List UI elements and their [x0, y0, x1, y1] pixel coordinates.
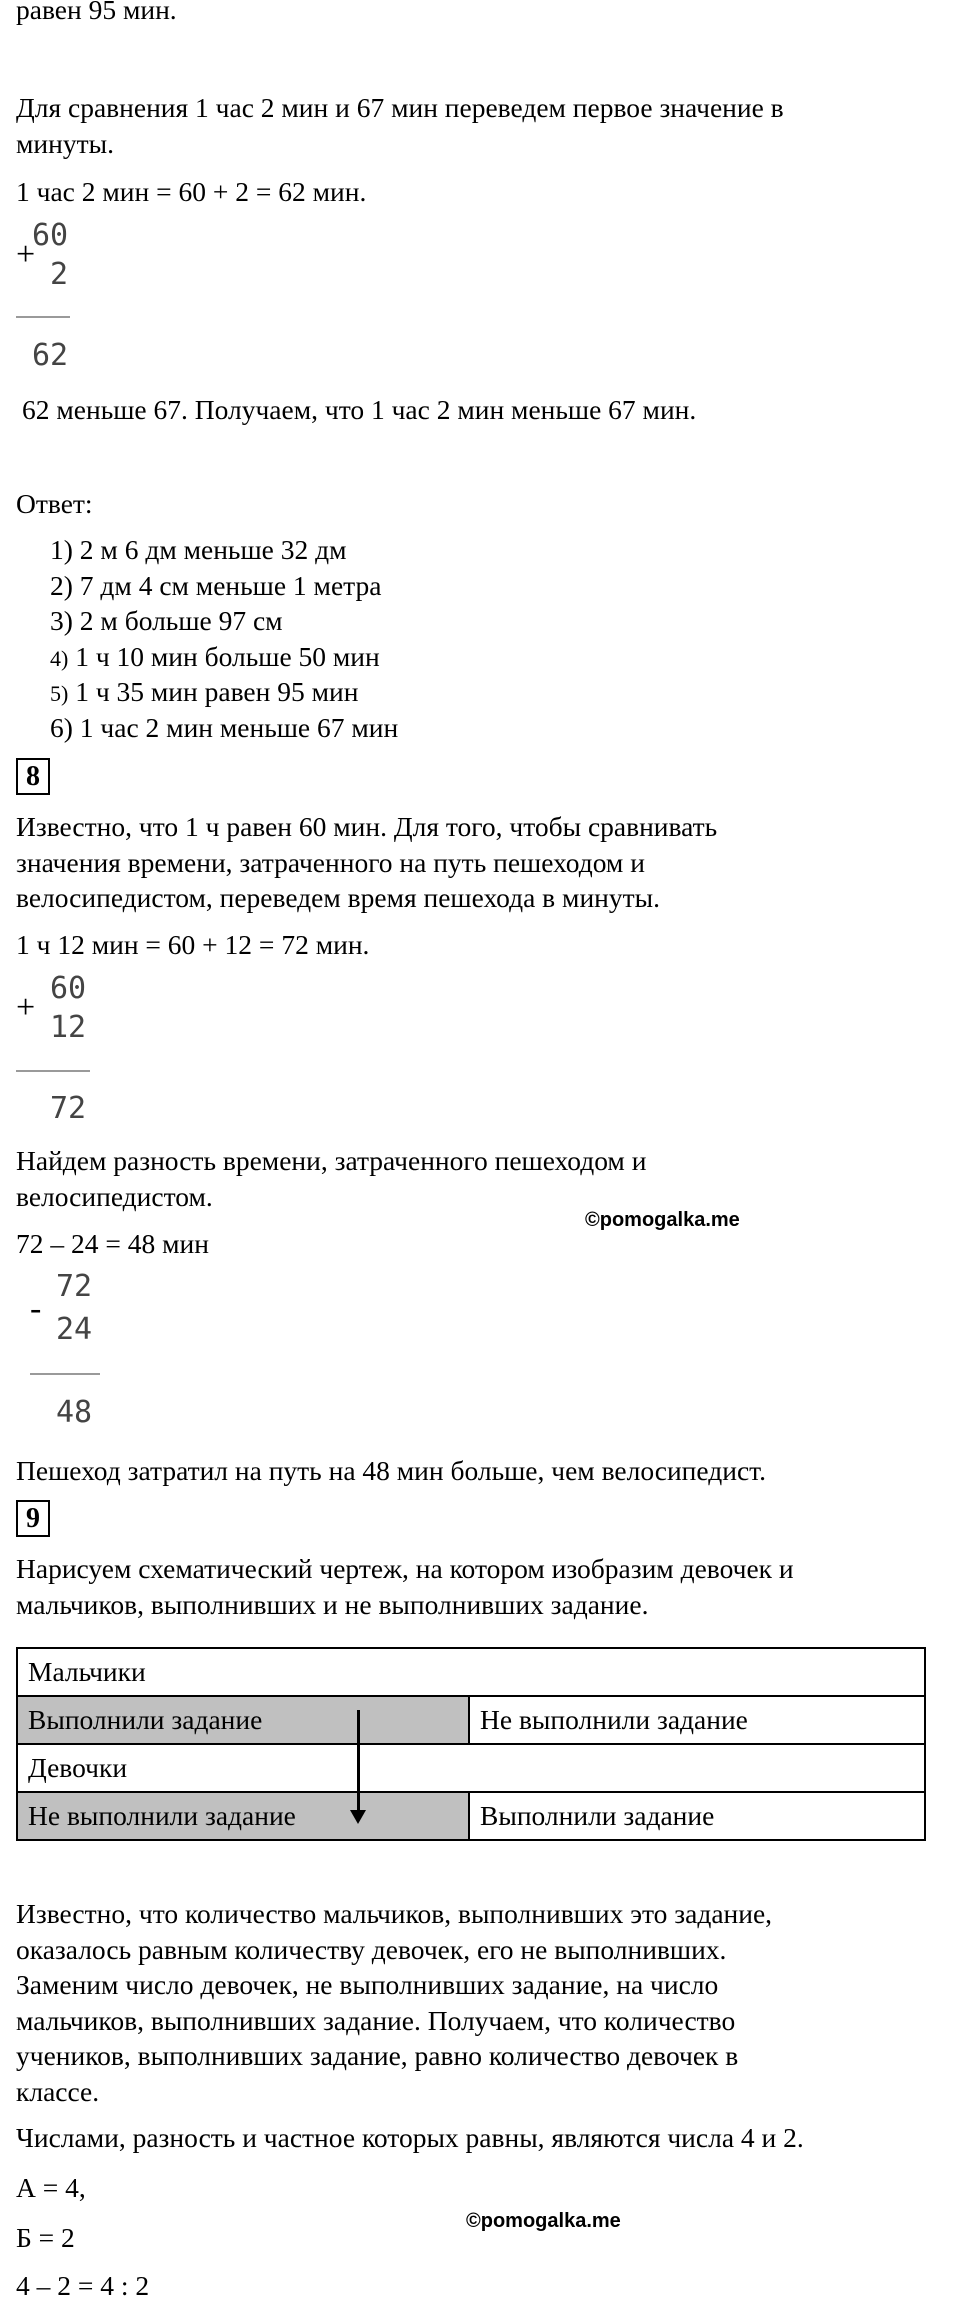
- watermark: ©pomogalka.me: [466, 2210, 621, 2232]
- text-line: велосипедистом, переведем время пешехода в минуты.: [16, 882, 660, 913]
- list-number: 2): [50, 570, 73, 601]
- list-number: 3): [50, 605, 73, 636]
- equation: 1 ч 12 мин = 60 + 12 = 72 мин.: [16, 929, 370, 960]
- column-operand: 60: [32, 218, 69, 253]
- column-result: 48: [56, 1395, 93, 1430]
- text-line: мальчиков, выполнивших и не выполнивших задание.: [16, 1589, 649, 1620]
- minus-sign: -: [30, 1290, 42, 1327]
- text-line: равен 95 мин.: [16, 0, 177, 25]
- column-operand: 2: [50, 257, 69, 292]
- text-line: значения времени, затраченного на путь пешеходом и: [16, 847, 645, 878]
- list-item: [50, 532, 347, 568]
- list-text: 7 дм 4 см меньше 1 метра: [79, 570, 382, 601]
- equation: Б = 2: [16, 2222, 75, 2253]
- text-line: минуты.: [16, 128, 114, 159]
- column-operand: 60: [50, 971, 87, 1006]
- plus-sign: +: [16, 236, 36, 273]
- column-result: 72: [50, 1091, 87, 1126]
- text-line: Заменим число девочек, не выполнивших задание, на число: [16, 1969, 719, 2000]
- equation: 4 – 2 = 4 : 2: [16, 2270, 150, 2301]
- text-line: Пешеход затратил на путь на 48 мин больше, чем велосипедист.: [16, 1455, 766, 1486]
- scheme-table: [16, 1647, 926, 1841]
- column-operand: 72: [56, 1269, 93, 1304]
- table-cell-girls-not-done: Не выполнили задание: [17, 1792, 469, 1840]
- text-line: мальчиков, выполнивших задание. Получаем, что количество: [16, 2005, 736, 2036]
- list-number: 4): [50, 646, 69, 671]
- plus-sign: +: [16, 989, 36, 1026]
- task-number-9: 9: [16, 1500, 50, 1537]
- text-line: оказалось равным количеству девочек, его не выполнивших.: [16, 1934, 727, 1965]
- list-text: 1 час 2 мин меньше 67 мин: [79, 712, 399, 743]
- list-item: [50, 568, 381, 604]
- text-line: Известно, что количество мальчиков, выполнивших это задание,: [16, 1898, 773, 1929]
- list-number: 5): [50, 681, 69, 706]
- equation: 1 час 2 мин = 60 + 2 = 62 мин.: [16, 176, 367, 207]
- text-line: велосипедистом.: [16, 1181, 213, 1212]
- list-item: [50, 710, 398, 746]
- text-line: Известно, что 1 ч равен 60 мин. Для того, чтобы сравнивать: [16, 811, 718, 842]
- table-cell-boys: Мальчики: [17, 1648, 925, 1696]
- table-cell-boys-not-done: Не выполнили задание: [469, 1696, 925, 1744]
- text-line: классе.: [16, 2076, 100, 2107]
- list-item: [50, 603, 283, 639]
- list-item: [50, 639, 380, 677]
- list-number: 1): [50, 534, 73, 565]
- text-line: Числами, разность и частное которых равны, являются числа 4 и 2.: [16, 2122, 804, 2153]
- text-line: 62 меньше 67. Получаем, что 1 час 2 мин меньше 67 мин.: [22, 394, 697, 425]
- list-text: 1 ч 35 мин равен 95 мин: [75, 676, 359, 707]
- task-number-8: 8: [16, 758, 50, 795]
- arrow-down-icon: [357, 1710, 360, 1814]
- list-text: 2 м больше 97 см: [79, 605, 283, 636]
- equation: 72 – 24 = 48 мин: [16, 1228, 209, 1259]
- list-text: 1 ч 10 мин больше 50 мин: [75, 641, 380, 672]
- table-cell-boys-done: Выполнили задание: [17, 1696, 469, 1744]
- equation: А = 4,: [16, 2172, 86, 2203]
- text-line: Для сравнения 1 час 2 мин и 67 мин переведем первое значение в: [16, 92, 784, 123]
- answer-label: Ответ:: [16, 488, 93, 519]
- watermark: ©pomogalka.me: [585, 1209, 740, 1231]
- table-cell-girls: Девочки: [17, 1744, 925, 1792]
- column-rule: [30, 1373, 100, 1375]
- column-rule: [16, 316, 70, 318]
- text-line: Нарисуем схематический чертеж, на котором изобразим девочек и: [16, 1553, 794, 1584]
- column-rule: [16, 1070, 90, 1072]
- list-text: 2 м 6 дм меньше 32 дм: [79, 534, 347, 565]
- table-cell-girls-done: Выполнили задание: [469, 1792, 925, 1840]
- arrow-head-icon: [350, 1810, 366, 1824]
- column-operand: 12: [50, 1010, 87, 1045]
- list-item: [50, 674, 358, 712]
- text-line: Найдем разность времени, затраченного пешеходом и: [16, 1145, 647, 1176]
- column-operand: 24: [56, 1312, 93, 1347]
- text-line: учеников, выполнивших задание, равно количество девочек в: [16, 2040, 739, 2071]
- column-result: 62: [32, 338, 69, 373]
- list-number: 6): [50, 712, 73, 743]
